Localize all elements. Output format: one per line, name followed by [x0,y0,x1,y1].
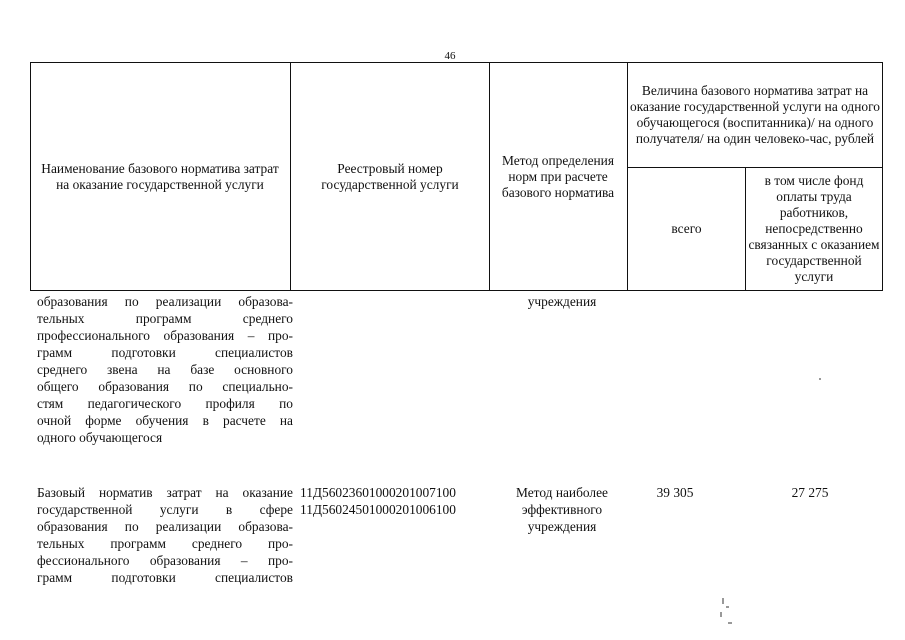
text-line: тельных программ среднего про- [37,536,293,551]
header-value-group [630,62,880,167]
text-line: образования по реализации образова- [37,294,293,309]
scan-mark [720,612,722,617]
next-row-wage-fund [770,484,850,501]
header-value-group-text: Величина базового норматива затрат на оказание государственной услуги на одного обучающегося (воспитанника)/ на одного получателя/ на один человеко-час, рублей [630,82,880,146]
header-method [493,62,623,291]
text-line: Базовый норматив затрат на оказание [37,485,293,500]
header-total-text: всего [671,221,702,236]
text-line: грамм подготовки специалистов [37,570,293,585]
header-registry [296,62,484,291]
header-registry-text: Реестровый номер государственной услуги [321,160,459,192]
continued-row-method [494,293,630,310]
divider-name-registry [290,62,291,291]
text-line: государственной услуги в сфере [37,502,293,517]
text-line: очной форме обучения в расчете на [37,413,293,428]
next-row-total [640,484,710,501]
divider-method-values [627,62,628,291]
header-left-border [30,62,31,291]
text-line: среднего звена на базе основного [37,362,293,377]
text-line: профессионального образования – про- [37,328,293,343]
text-line: фессионального образования – про- [37,553,293,568]
page-number: 46 [444,50,456,62]
text-line: одного обучающегося [37,430,163,445]
scan-mark [722,598,724,604]
header-right-border [882,62,883,291]
text-line: образования по реализации образова- [37,519,293,534]
text-line: эффективного [521,502,603,517]
divider-registry-method [489,62,490,291]
scan-mark [726,606,729,608]
next-row-name [37,484,293,586]
header-name [36,62,284,291]
continued-row-method-text: учреждения [527,294,597,309]
text-line: общего образования по специально- [37,379,293,394]
continued-row-name [37,293,293,446]
header-wage-fund [747,168,881,290]
text-line: стям педагогического профиля по [37,396,293,411]
next-row-registry [300,484,496,518]
next-row-wage-fund-text: 27 275 [791,485,829,500]
scan-mark [819,378,821,380]
text-line: грамм подготовки специалистов [37,345,293,360]
header-method-text: Метод определения норм при расчете базового норматива [501,152,615,200]
header-wage-fund-text: в том числе фонд оплаты труда работников, непосредственно связанных с оказанием государственной услуги [748,173,880,284]
scan-mark [728,622,732,624]
next-row-method [494,484,630,535]
header-total [630,168,743,290]
header-name-text: Наименование базового норматива затрат на оказание государственной услуги [41,160,279,192]
text-line: тельных программ среднего [37,311,293,326]
text-line: Метод наиболее [516,485,608,500]
registry-number: 11Д56023601000201007100 [300,485,456,500]
next-row-total-text: 39 305 [656,485,694,500]
divider-total-wage [745,167,746,291]
text-line: учреждения [527,519,597,534]
table-header [30,62,883,291]
registry-number: 11Д56024501000201006100 [300,502,456,517]
